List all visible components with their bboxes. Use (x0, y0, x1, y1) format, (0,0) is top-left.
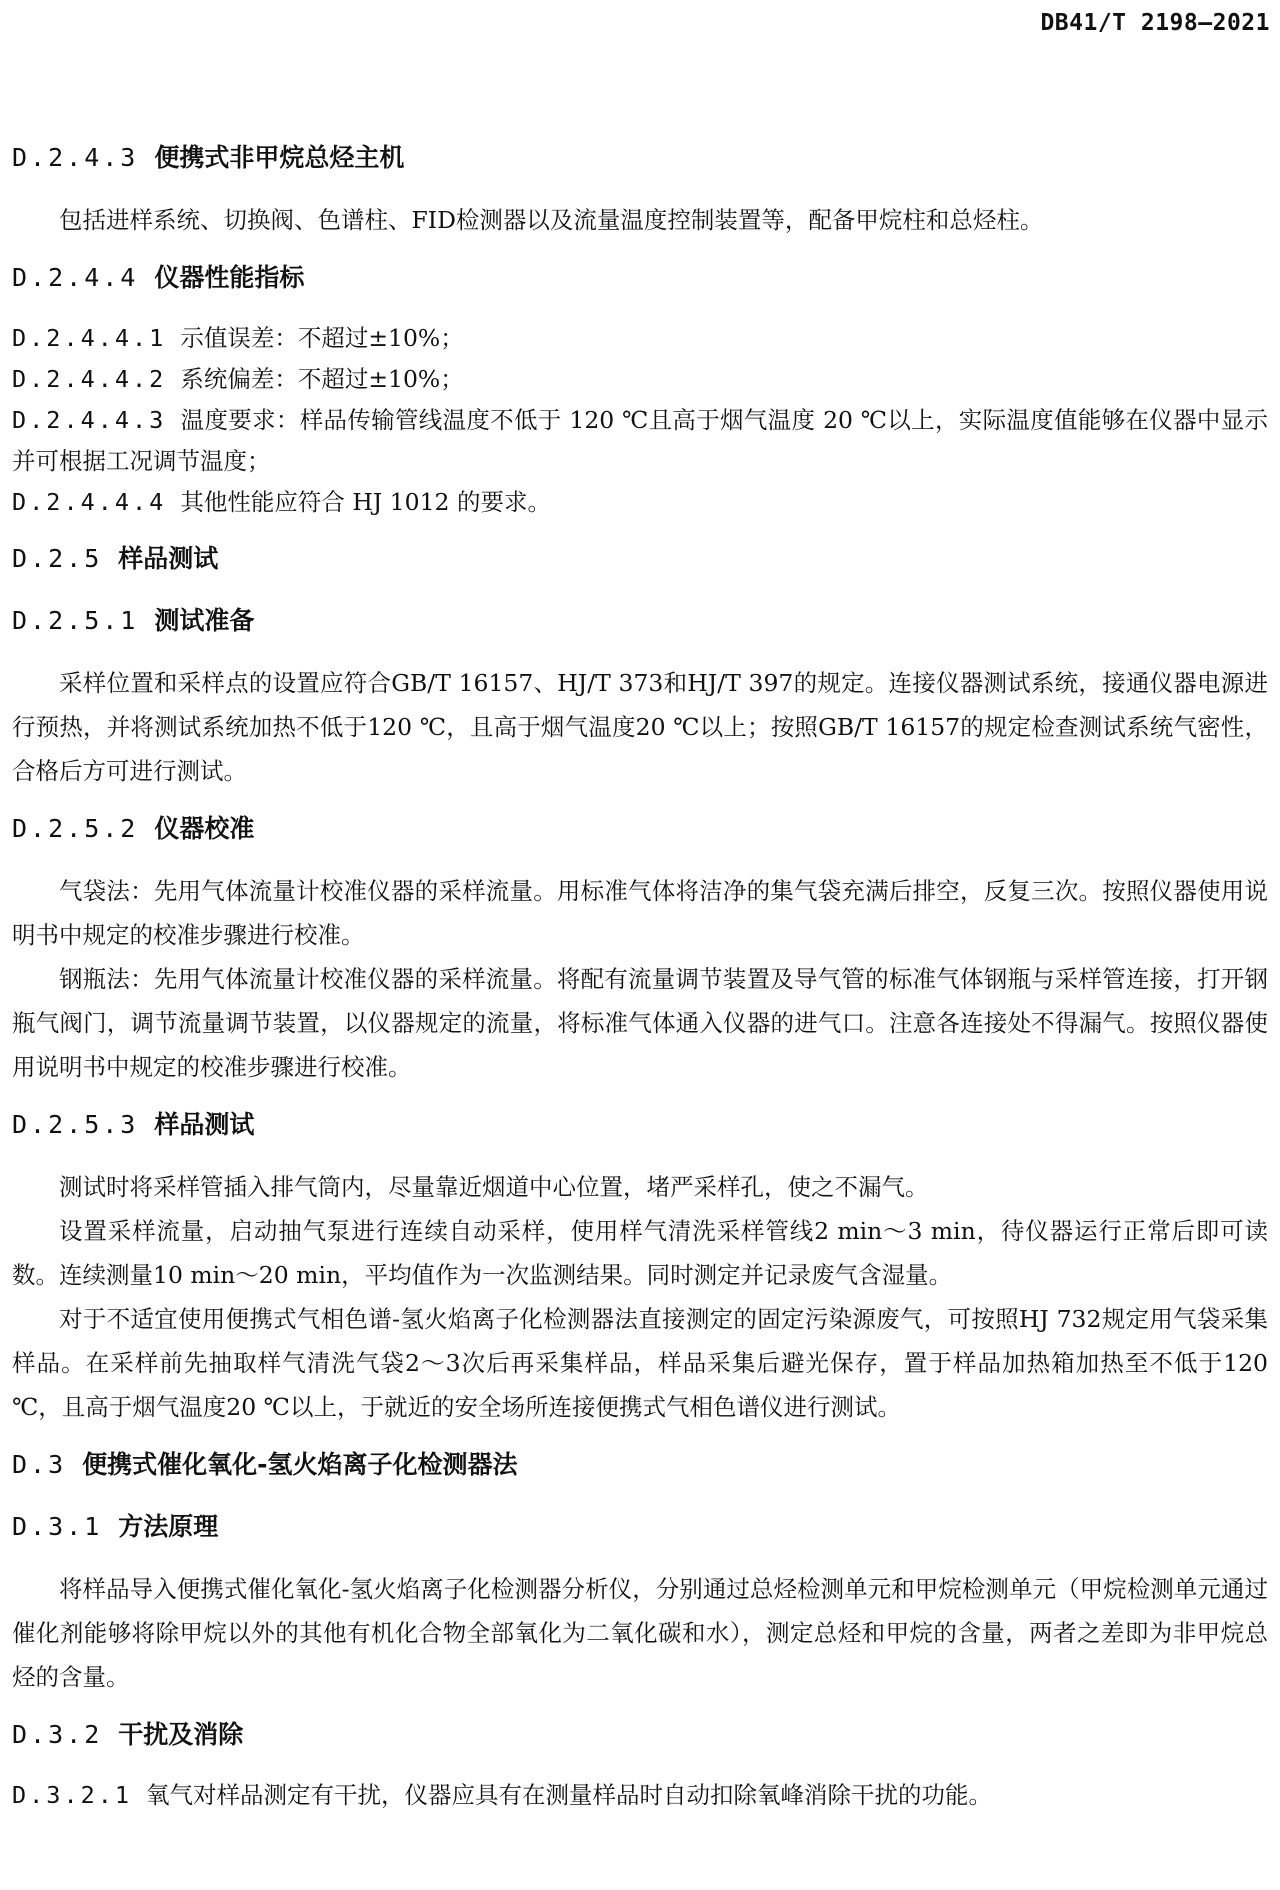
item-number: D.2.4.4.3 (12, 406, 167, 434)
section-heading-d32 (12, 1713, 1268, 1757)
list-item (12, 359, 1268, 400)
paragraph: 将样品导入便携式催化氧化-氢火焰离子化检测器分析仪，分别通过总烃检测单元和甲烷检测单元（甲烷检测单元通过催化剂能够将除甲烷以外的其他有机化合物全部氧化为二氧化碳和水），测定总烃和甲烷的含量，两者之差即为非甲烷总烃的含量。 (12, 1575, 1268, 1691)
section-title: 仪器性能指标 (154, 263, 305, 292)
paragraph: 气袋法：先用气体流量计校准仪器的采样流量。用标准气体将洁净的集气袋充满后排空，反复三次。按照仪器使用说明书中规定的校准步骤进行校准。 (12, 877, 1268, 949)
section-title: 方法原理 (118, 1512, 219, 1541)
list-item (12, 318, 1268, 359)
section-heading-d251 (12, 599, 1268, 643)
list-item (12, 400, 1268, 482)
section-number: D.2.4.4 (12, 263, 139, 292)
section-heading-d25 (12, 537, 1268, 581)
section-number: D.2.5.2 (12, 814, 139, 843)
section-title: 测试准备 (154, 606, 255, 635)
standard-code: DB41/T 2198—2021 (1040, 10, 1270, 36)
paragraph: 包括进样系统、切换阀、色谱柱、FID检测器以及流量温度控制装置等，配备甲烷柱和总烃柱。 (59, 206, 1044, 234)
section-heading-d3 (12, 1443, 1268, 1487)
section-title: 便携式催化氧化-氢火焰离子化检测器法 (82, 1450, 518, 1479)
item-text: 氧气对样品测定有干扰，仪器应具有在测量样品时自动扣除氧峰消除干扰的功能。 (146, 1781, 993, 1809)
section-title: 样品测试 (118, 544, 219, 573)
section-number: D.3.1 (12, 1512, 103, 1541)
section-heading-d253 (12, 1103, 1268, 1147)
section-heading-d252 (12, 807, 1268, 851)
section-heading-d244 (12, 256, 1268, 300)
section-heading-d243 (12, 136, 1268, 180)
section-heading-d31 (12, 1505, 1268, 1549)
section-number: D.3.2 (12, 1720, 103, 1749)
section-title: 仪器校准 (154, 814, 255, 843)
section-number: D.3 (12, 1450, 67, 1479)
paragraph: 钢瓶法：先用气体流量计校准仪器的采样流量。将配有流量调节装置及导气管的标准气体钢瓶与采样管连接，打开钢瓶气阀门，调节流量调节装置，以仪器规定的流量，将标准气体通入仪器的进气口。注意各连接处不得漏气。按照仪器使用说明书中规定的校准步骤进行校准。 (12, 965, 1268, 1081)
section-number: D.2.5 (12, 544, 103, 573)
section-number: D.2.5.3 (12, 1110, 139, 1139)
list-item (12, 482, 1268, 523)
item-text: 系统偏差：不超过±10%； (180, 365, 464, 393)
section-title: 样品测试 (154, 1110, 255, 1139)
section-title: 干扰及消除 (118, 1720, 244, 1749)
document-body (12, 136, 1268, 1816)
section-number: D.2.4.3 (12, 143, 139, 172)
item-number: D.2.4.4.1 (12, 324, 167, 352)
list-item (12, 1775, 1268, 1816)
item-text: 其他性能应符合 HJ 1012 的要求。 (180, 488, 551, 516)
section-number: D.2.5.1 (12, 606, 139, 635)
item-number: D.3.2.1 (12, 1781, 133, 1809)
item-text: 温度要求：样品传输管线温度不低于 120 ℃且高于烟气温度 20 ℃以上，实际温度值能够在仪器中显示并可根据工况调节温度； (12, 406, 1268, 475)
section-title: 便携式非甲烷总烃主机 (154, 143, 405, 172)
item-number: D.2.4.4.2 (12, 365, 167, 393)
paragraph: 测试时将采样管插入排气筒内，尽量靠近烟道中心位置，堵严采样孔，使之不漏气。 (59, 1173, 929, 1201)
item-number: D.2.4.4.4 (12, 488, 167, 516)
paragraph: 设置采样流量，启动抽气泵进行连续自动采样，使用样气清洗采样管线2 min～3 min，待仪器运行正常后即可读数。连续测量10 min～20 min，平均值作为一次监测结果。同时测定并记录废气含湿量。 (12, 1217, 1268, 1289)
item-text: 示值误差：不超过±10%； (180, 324, 464, 352)
paragraph: 采样位置和采样点的设置应符合GB/T 16157、HJ/T 373和HJ/T 397的规定。连接仪器测试系统，接通仪器电源进行预热，并将测试系统加热不低于120 ℃，且高于烟气温度20 ℃以上；按照GB/T 16157的规定检查测试系统气密性，合格后方可进行测试。 (12, 669, 1268, 785)
paragraph: 对于不适宜使用便携式气相色谱-氢火焰离子化检测器法直接测定的固定污染源废气，可按照HJ 732规定用气袋采集样品。在采样前先抽取样气清洗气袋2～3次后再采集样品，样品采集后避光保存，置于样品加热箱加热至不低于120 ℃，且高于烟气温度20 ℃以上，于就近的安全场所连接便携式气相色谱仪进行测试。 (12, 1305, 1268, 1421)
